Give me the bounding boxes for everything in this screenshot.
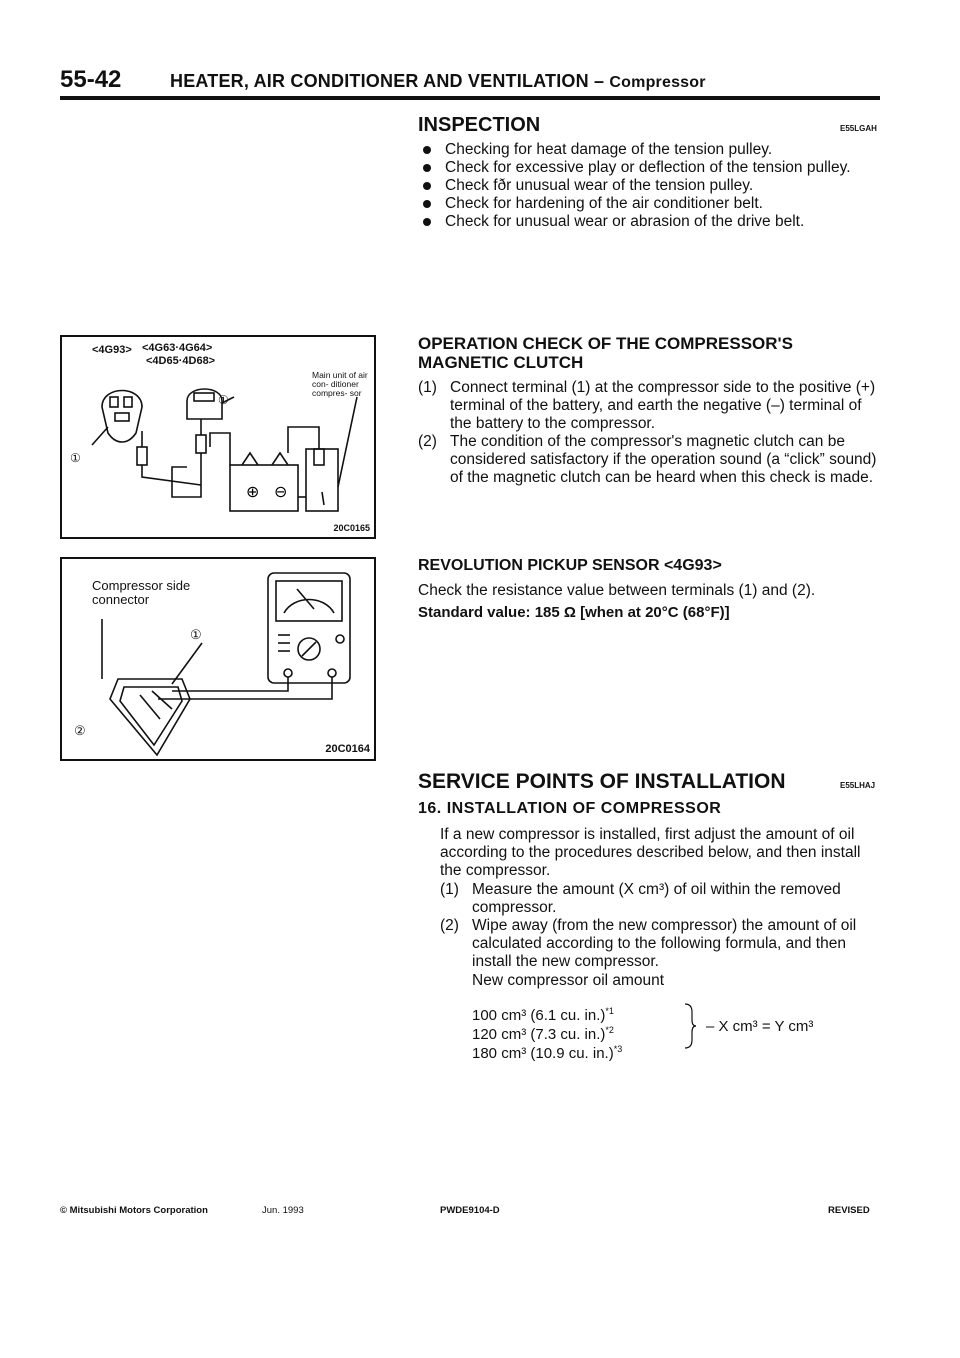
step-number: (1): [440, 881, 459, 898]
terminal-1-label: ①: [218, 393, 229, 407]
multimeter-icon: [268, 573, 350, 683]
wiring-diagram: [62, 337, 374, 537]
revolution-sensor-text: Check the resistance value between terminals (1) and (2).: [418, 582, 816, 599]
step-item: [440, 881, 880, 917]
step-number: (2): [440, 917, 459, 934]
terminal-2-label: ②: [74, 723, 86, 738]
step-item: [418, 379, 880, 433]
plus-terminal: ⊕: [246, 482, 260, 501]
inspection-item: Check for excessive play or deflection of the tension pulley.: [422, 159, 882, 177]
page-title: [170, 71, 706, 92]
formula-note: *1: [605, 1006, 614, 1016]
terminal-1-label: ①: [190, 627, 202, 642]
formula-label: New compressor oil amount: [472, 972, 665, 989]
inspection-item: Check for unusual wear or abrasion of the drive belt.: [422, 213, 882, 231]
service-points-code: E55LHAJ: [840, 781, 876, 790]
step-number: (2): [418, 433, 437, 450]
installation-steps: [440, 881, 880, 971]
connector-label: Compressor side connector: [92, 578, 191, 607]
inspection-item: Check fðr unusual wear of the tension pulley.: [422, 177, 882, 195]
formula-amount: 180 cm³ (10.9 cu. in.): [472, 1045, 614, 1062]
header-rule: [60, 96, 880, 100]
header-dash: –: [588, 71, 610, 91]
inspection-item: Check for hardening of the air conditioner belt.: [422, 195, 882, 213]
formula-amount: 120 cm³ (7.3 cu. in.): [472, 1026, 606, 1043]
minus-terminal: ⊖: [274, 482, 288, 501]
step-number: (1): [418, 379, 437, 396]
page-header: [60, 66, 880, 96]
header-title: HEATER, AIR CONDITIONER AND VENTILATION: [170, 71, 589, 91]
installation-intro: If a new compressor is installed, first adjust the amount of oil according to the procedures described below, and then install the compressor.: [440, 826, 861, 879]
formula-brace: [682, 1002, 698, 1050]
formula-line: [472, 1004, 622, 1023]
formula-result: – X cm³ = Y cm³: [706, 1018, 814, 1035]
step-text: Connect terminal (1) at the compressor side to the positive (+) terminal of the battery, and earth the negative (–) terminal of the battery to the compressor.: [450, 379, 876, 432]
label-4g93: <4G93>: [92, 344, 132, 356]
figure-code: 20C0164: [325, 743, 370, 755]
step-text: Wipe away (from the new compressor) the amount of oil calculated according to the following formula, and then install the new compressor.: [472, 917, 857, 970]
inspection-item: Checking for heat damage of the tension pulley.: [422, 141, 882, 159]
inspection-list: [422, 141, 882, 231]
formula-amount: 100 cm³ (6.1 cu. in.): [472, 1007, 606, 1024]
operation-check-title: OPERATION CHECK OF THE COMPRESSOR'S MAGNETIC CLUTCH: [418, 334, 793, 372]
connector-4g93-icon: [102, 391, 142, 443]
formula-line: [472, 1042, 622, 1061]
formula-note: *2: [605, 1025, 614, 1035]
operation-check-steps: [418, 379, 880, 487]
footer-status: REVISED: [828, 1205, 870, 1216]
installation-subtitle: 16. INSTALLATION OF COMPRESSOR: [418, 800, 722, 817]
figure-sensor-resistance: [60, 557, 376, 761]
label-4d65: <4D65·4D68>: [146, 355, 216, 367]
fuse-icon: [314, 449, 324, 465]
compressor-icon: [306, 449, 338, 511]
battery-icon: [230, 465, 298, 511]
main-unit-label: Main unit of air con- ditioner compres- sor: [312, 370, 368, 398]
footer-copyright: © Mitsubishi Motors Corporation: [60, 1205, 208, 1216]
figure-code: 20C0165: [333, 523, 370, 533]
footer-date: Jun. 1993: [262, 1205, 304, 1216]
inspection-code: E55LGAH: [840, 124, 877, 133]
page-number: 55-42: [60, 66, 122, 93]
header-subtitle: Compressor: [609, 74, 706, 91]
revolution-sensor-title: REVOLUTION PICKUP SENSOR <4G93>: [418, 557, 722, 574]
terminal-1-label: ①: [70, 451, 81, 465]
standard-value: Standard value: 185 Ω [when at 20°C (68°F)]: [418, 604, 730, 621]
figure-magnetic-clutch-wiring: [60, 335, 376, 539]
footer-doc: PWDE9104-D: [440, 1205, 500, 1216]
sensor-diagram: [62, 559, 374, 759]
formula-note: *3: [613, 1044, 623, 1054]
step-text: The condition of the compressor's magnetic clutch can be considered satisfactory if the operation sound (a “click” sound) of the magnetic clutch can be heard when this check is made.: [450, 433, 877, 486]
fuse-icon: [196, 435, 206, 453]
formula-lines: [472, 1004, 622, 1061]
formula-line: [472, 1023, 622, 1042]
service-points-title: SERVICE POINTS OF INSTALLATION: [418, 770, 786, 793]
step-text: Measure the amount (X cm³) of oil within the removed compressor.: [472, 881, 841, 916]
inspection-title: INSPECTION: [418, 114, 541, 136]
label-4g63: <4G63·4G64>: [142, 342, 213, 354]
fuse-icon: [137, 447, 147, 465]
step-item: [418, 433, 880, 487]
step-item: [440, 917, 880, 971]
